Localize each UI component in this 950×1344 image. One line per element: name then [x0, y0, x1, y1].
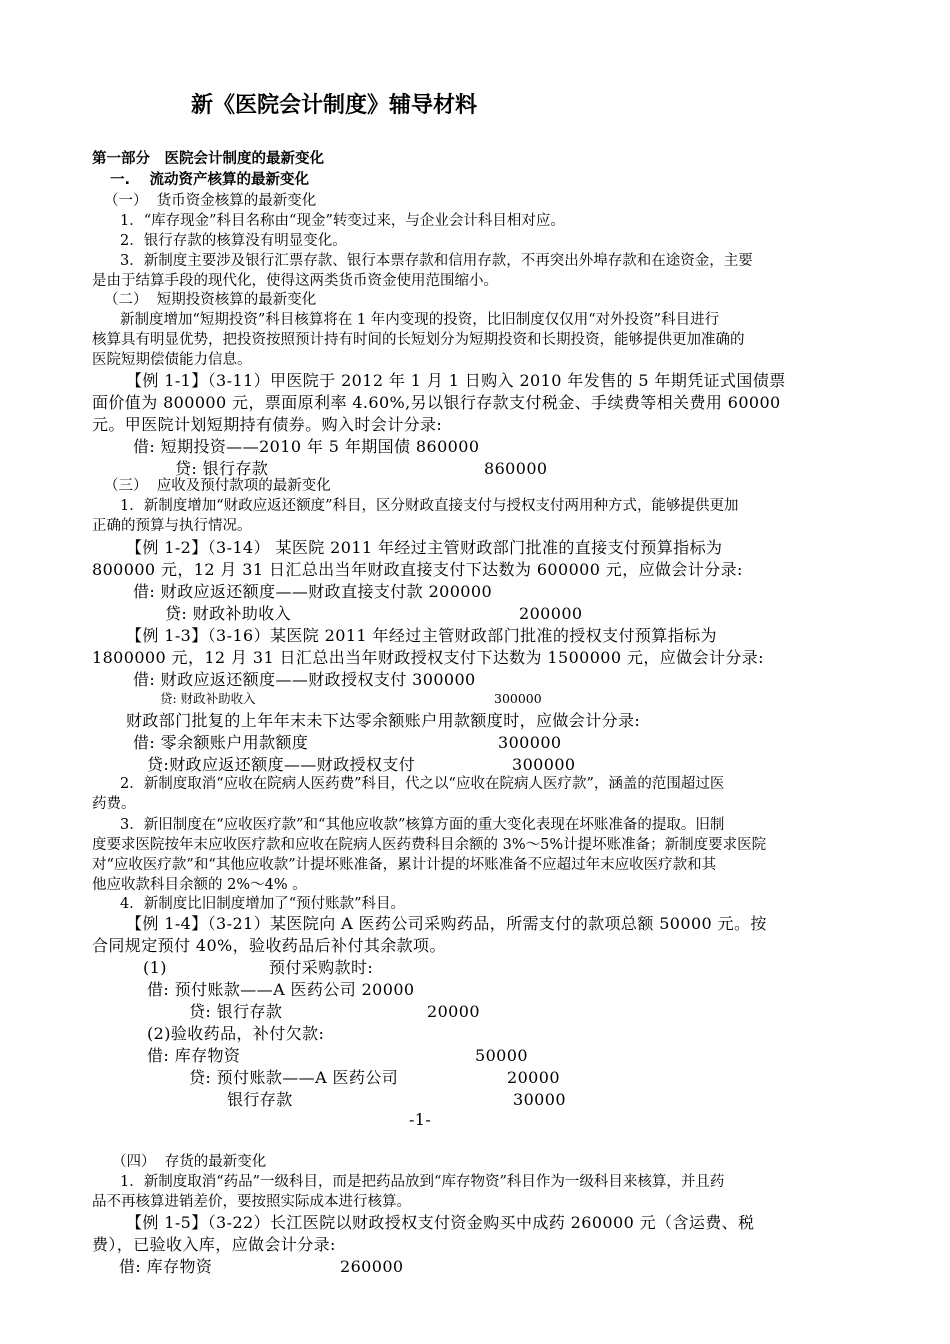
paragraph: 1．“库存现金”科目名称由“现金”转变过来，与企业会计科目相对应。 — [120, 213, 565, 229]
credit-entry: 贷: 银行存款 — [175, 459, 269, 478]
page-number: -1- — [409, 1110, 432, 1129]
debit-amount: 50000 — [475, 1046, 528, 1065]
credit-amount: 20000 — [507, 1068, 560, 1087]
paragraph-line: 他应收款科目余额的 2%～4% 。 — [92, 877, 307, 893]
paragraph-line: 医院短期偿债能力信息。 — [92, 352, 252, 368]
paragraph: 财政部门批复的上年年末未下达零余额账户用款额度时，应做会计分录: — [126, 711, 641, 730]
example-line: 【例 1-1】（3-11）甲医院于 2012 年 1 月 1 日购入 2010 年发售的 5 年期凭证式国债票 — [126, 371, 786, 390]
credit-entry: 银行存款 — [227, 1090, 293, 1109]
credit-entry: 贷: 银行存款 — [189, 1002, 283, 1021]
step-label: (2)验收药品，补付欠款: — [147, 1024, 325, 1043]
paragraph-line: 3．新制度主要涉及银行汇票存款、银行本票存款和信用存款，不再突出外埠存款和在途资金，主要 — [120, 253, 753, 269]
section-heading: 一. 流动资产核算的最新变化 — [110, 172, 310, 188]
subsection-heading: （三） 应收及预付款项的最新变化 — [104, 478, 331, 494]
credit-amount: 30000 — [513, 1090, 566, 1109]
paragraph: 4．新制度比旧制度增加了“预付账款”科目。 — [120, 896, 406, 912]
paragraph-line: 度要求医院按年末应收医疗款和应收在院病人医药费科目余额的 3%～5%计提坏账准备；新制度要求医院 — [92, 837, 767, 853]
paragraph: 2．银行存款的核算没有明显变化。 — [120, 233, 347, 249]
credit-amount: 300000 — [494, 691, 542, 706]
subsection-heading: （一） 货币资金核算的最新变化 — [104, 193, 317, 209]
example-line: 800000 元，12 月 31 日汇总出当年财政直接支付下达数为 600000 元，应做会计分录: — [92, 560, 743, 579]
debit-entry: 借: 零余额账户用款额度 — [133, 733, 309, 752]
paragraph-line: 药费。 — [92, 796, 136, 812]
paragraph-line: 2．新制度取消“应收在院病人医药费”科目，代之以“应收在院病人医疗款”，涵盖的范围超过医 — [120, 776, 725, 792]
credit-entry: 贷: 财政补助收入 — [160, 691, 256, 706]
debit-entry: 借: 库存物资 — [147, 1046, 241, 1065]
paragraph-line: 1．新制度取消“药品”一级科目，而是把药品放到“库存物资”科目作为一级科目来核算，并且药 — [120, 1174, 725, 1190]
example-line: 合同规定预付 40%，验收药品后补付其余款项。 — [92, 936, 446, 955]
credit-entry: 贷: 预付账款——A 医药公司 — [189, 1068, 399, 1087]
example-line: 【例 1-3】（3-16）某医院 2011 年经过主管财政部门批准的授权支付预算指标为 — [126, 626, 717, 645]
debit-entry: 借: 财政应返还额度——财政直接支付款 200000 — [133, 582, 493, 601]
debit-entry: 借: 库存物资 — [119, 1257, 213, 1276]
paragraph-line: 新制度增加“短期投资”科目核算将在 1 年内变现的投资，比旧制度仅仅用“对外投资”科目进行 — [120, 312, 720, 328]
credit-amount: 20000 — [427, 1002, 480, 1021]
credit-amount: 200000 — [519, 604, 583, 623]
credit-entry: 贷:财政应返还额度——财政授权支付 — [147, 755, 416, 774]
paragraph-line: 1．新制度增加“财政应返还额度”科目，区分财政直接支付与授权支付两用种方式，能够提供更加 — [120, 498, 739, 514]
step-number: (1) — [143, 958, 167, 977]
paragraph-line: 品不再核算进销差价，要按照实际成本进行核算。 — [92, 1194, 411, 1210]
debit-entry: 借: 财政应返还额度——财政授权支付 300000 — [133, 670, 476, 689]
subsection-heading: （二） 短期投资核算的最新变化 — [104, 292, 317, 308]
example-line: 面价值为 800000 元，票面原利率 4.60%,另以银行存款支付税金、手续费等相关费用 60000 — [92, 393, 781, 412]
paragraph-line: 正确的预算与执行情况。 — [92, 518, 252, 534]
credit-amount: 300000 — [512, 755, 576, 774]
example-line: 【例 1-2】（3-14） 某医院 2011 年经过主管财政部门批准的直接支付预算指标为 — [126, 538, 723, 557]
paragraph-line: 3．新旧制度在“应收医疗款”和“其他应收款”核算方面的重大变化表现在坏账准备的提取。旧制 — [120, 817, 725, 833]
debit-entry: 借: 预付账款——A 医药公司 20000 — [147, 980, 415, 999]
document-title: 新《医院会计制度》辅导材料 — [191, 93, 478, 118]
paragraph-line: 核算具有明显优势，把投资按照预计持有时间的长短划分为短期投资和长期投资，能够提供更加准确的 — [92, 332, 745, 348]
part-heading: 第一部分 医院会计制度的最新变化 — [92, 151, 324, 167]
debit-amount: 300000 — [498, 733, 562, 752]
paragraph-line: 对“应收医疗款”和“其他应收款”计提坏账准备，累计计提的坏账准备不应超过年末应收医疗款和其 — [92, 857, 717, 873]
example-line: 1800000 元，12 月 31 日汇总出当年财政授权支付下达数为 1500000 元，应做会计分录: — [92, 648, 764, 667]
subsection-heading: （四） 存货的最新变化 — [112, 1154, 267, 1170]
credit-amount: 860000 — [484, 459, 548, 478]
paragraph-line: 是由于结算手段的现代化，使得这两类货币资金使用范围缩小。 — [92, 273, 498, 289]
example-line: 元。甲医院计划短期持有债券。购入时会计分录: — [92, 415, 443, 434]
debit-entry: 借: 短期投资——2010 年 5 年期国债 860000 — [133, 437, 480, 456]
example-line: 【例 1-4】（3-21）某医院向 A 医药公司采购药品，所需支付的款项总额 50000 元。按 — [126, 914, 767, 933]
credit-entry: 贷: 财政补助收入 — [165, 604, 292, 623]
example-line: 【例 1-5】（3-22）长江医院以财政授权支付资金购买中成药 260000 元（含运费、税 — [126, 1213, 755, 1232]
debit-amount: 260000 — [340, 1257, 404, 1276]
example-line: 费），已验收入库，应做会计分录: — [92, 1235, 336, 1254]
step-label: 预付采购款时: — [269, 958, 374, 977]
